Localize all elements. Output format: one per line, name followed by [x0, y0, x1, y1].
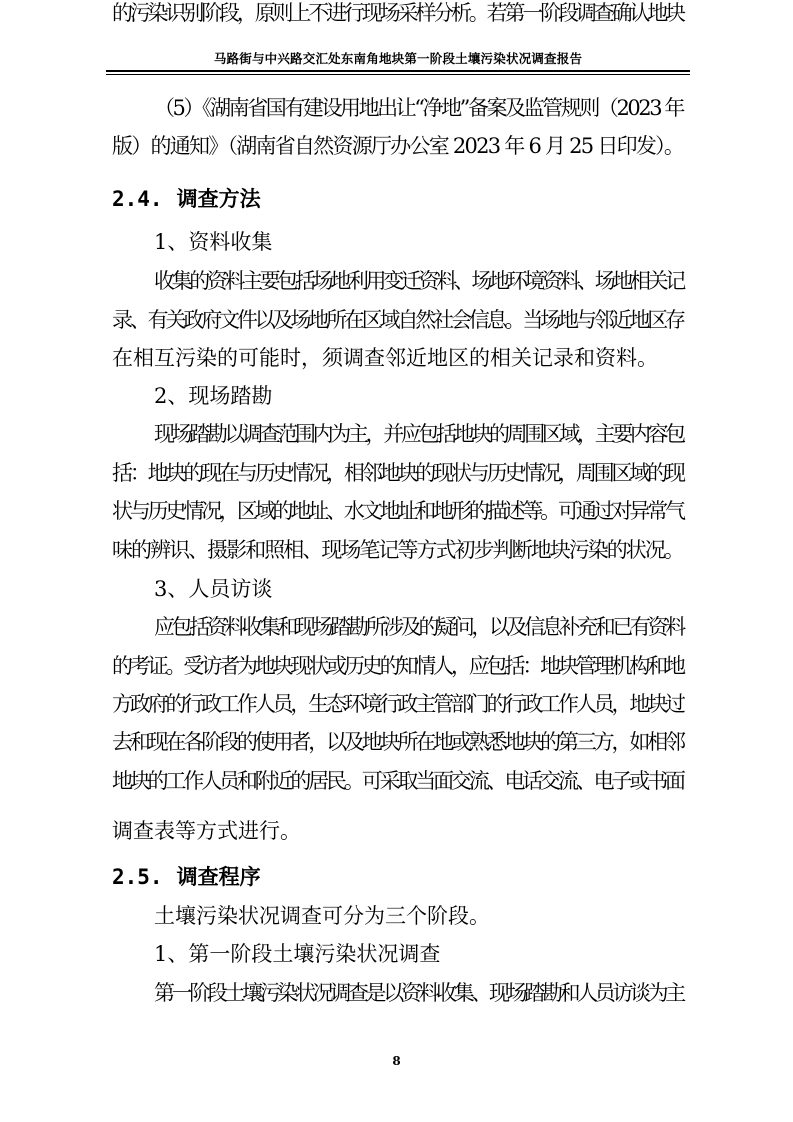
text-line: 在相互污染的可能时，须调查邻近地区的相关记录和资料。	[112, 346, 658, 370]
text-line: （5）《湖南省国有建设用地出让“净地”备案及监管规则（2023 年	[154, 96, 683, 120]
section-heading	[112, 864, 261, 890]
section-number: 2.4.	[112, 187, 163, 211]
text-line: 版）的通知》（湖南省自然资源厅办公室 2023 年 6 月 25 日印发）。	[112, 134, 684, 158]
text-line: 的考证。受访者为地块现状或历史的知情人，应包括：地块管理机构和地	[112, 654, 683, 678]
text-line: 第一阶段土壤污染状况调查是以资料收集、现场踏勘和人员访谈为主	[154, 981, 683, 1005]
text-line: 1、资料收集	[154, 230, 273, 254]
section-title: 调查方法	[176, 187, 261, 211]
header-rule-thick	[106, 70, 690, 72]
text-line: 3、人员访谈	[154, 577, 273, 601]
text-line: 土壤污染状况调查可分为三个阶段。	[154, 904, 490, 928]
text-line: 现场踏勘以调查范围内为主，并应包括地块的周围区域，主要内容包	[154, 422, 683, 446]
text-line: 调查表等方式进行。	[112, 819, 301, 843]
text-line: 地块的工作人员和附近的居民。可采取当面交流、电话交流、电子或书面	[112, 769, 683, 793]
section-number: 2.5.	[112, 865, 163, 889]
text-line: 状与历史情况，区域的地址、水文地址和地形的描述等。可通过对异常气	[112, 499, 683, 523]
text-line: 录、有关政府文件以及场地所在区域自然社会信息。当场地与邻近地区存	[112, 308, 683, 332]
section-title: 调查程序	[176, 865, 261, 889]
text-line: 去和现在各阶段的使用者，以及地块所在地或熟悉地块的第三方，如相邻	[112, 730, 683, 754]
section-heading	[112, 186, 261, 212]
text-line: 应包括资料收集和现场踏勘所涉及的疑问，以及信息补充和已有资料	[154, 615, 683, 639]
text-line: 的污染识别阶段，原则上不进行现场采样分析。若第一阶段调查确认地块	[112, 1, 683, 25]
text-line: 1、第一阶段土壤污染状况调查	[154, 942, 441, 966]
running-header: 马路街与中兴路交汇处东南角地块第一阶段土壤污染状况调查报告	[213, 51, 583, 66]
text-line: 2、现场踏勘	[154, 384, 273, 408]
text-line: 括：地块的现在与历史情况，相邻地块的现状与历史情况，周围区域的现	[112, 461, 683, 485]
text-line: 收集的资料主要包括场地利用变迁资料、场地环境资料、场地相关记	[154, 269, 683, 293]
text-line: 方政府的行政工作人员，生态环境行政主管部门的行政工作人员，地块过	[112, 692, 683, 716]
page-number: 8	[392, 1054, 401, 1068]
header-rule-thin	[106, 74, 690, 75]
text-line: 味的辨识、摄影和照相、现场笔记等方式初步判断地块污染的状况。	[112, 538, 683, 562]
